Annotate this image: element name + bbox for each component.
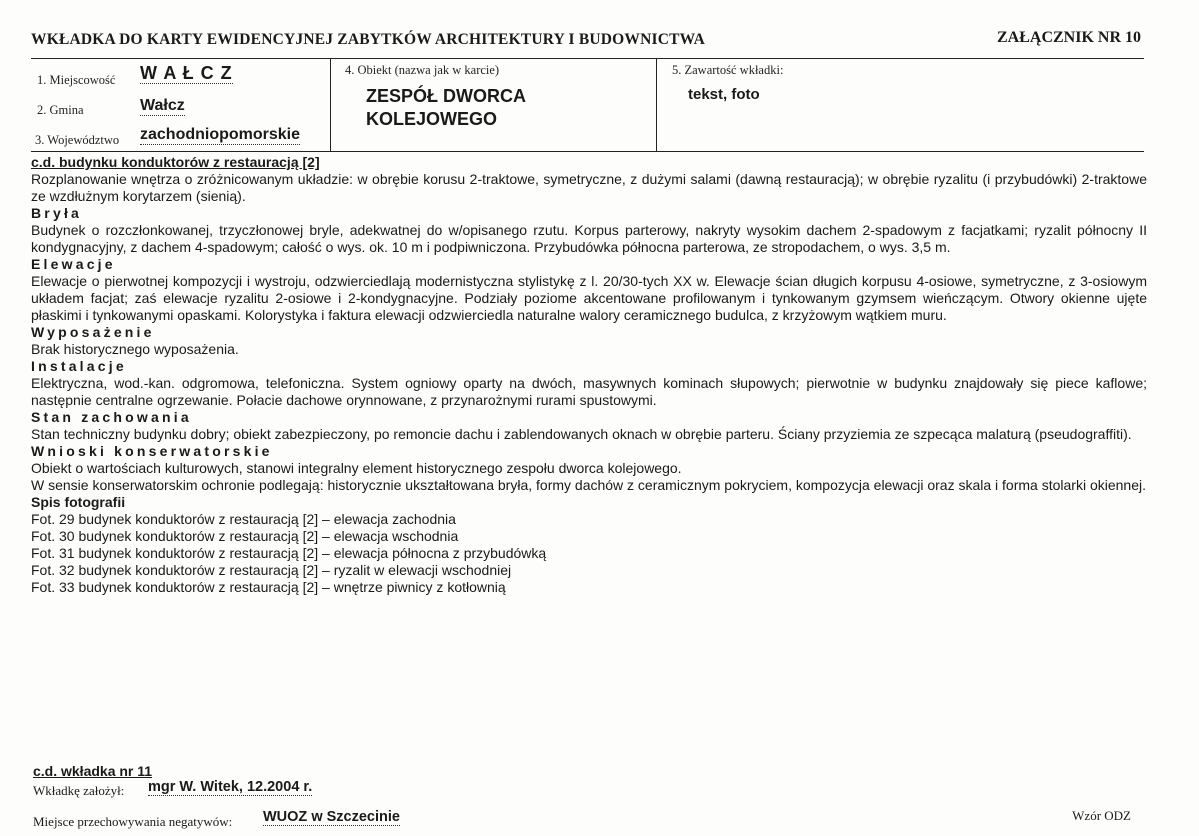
contents-value: tekst, foto xyxy=(688,86,760,103)
storage-label: Miejsce przechowywania negatywów: xyxy=(33,814,233,829)
wnioski-heading: Wnioski konserwatorskie xyxy=(31,443,273,459)
photos-heading: Spis fotografii xyxy=(31,494,126,510)
photo-item: Fot. 32 budynek konduktorów z restauracją [2] – ryzalit w elewacji wschodniej xyxy=(31,562,512,578)
author-label: Wkładkę założył: xyxy=(33,783,125,798)
bryla-text: Budynek o rozczłonkowanej, trzyczłonowej bryle, adekwatnej do w/opisanego rzutu. Korpus parterowy, nakryty wysokim dachem 2-spadowym z facjatkami; ryzalit północny II kondygnacyjny, z dachem 4-spadowym; całość o wys. ok. 10 m i podpiwniczona. Przybudówka północna parterowa, ze stropodachem, o wys. 3,5 m. xyxy=(31,222,1147,255)
locality-value: W A Ł C Z xyxy=(140,63,233,83)
stan-text: Stan techniczny budynku dobry; obiekt zabezpieczony, po remoncie dachu i zablendowanych oknach w obrębie parteru. Ściany przyziemia ze szpecąca malaturą (pseudograffiti). xyxy=(31,426,1132,442)
attachment-number: ZAŁĄCZNIK NR 10 xyxy=(996,29,1141,46)
locality-label: 1. Miejscowość xyxy=(37,73,116,87)
continued-on-insert: c.d. wkładka nr 11 xyxy=(33,763,153,779)
wyposazenie-heading: Wyposażenie xyxy=(31,324,155,340)
object-label: 4. Obiekt (nazwa jak w karcie) xyxy=(345,63,500,77)
wnioski-text-1: Obiekt o wartościach kulturowych, stanowi integralny element historycznego zespołu dworca kolejowego. xyxy=(31,460,682,476)
section-title: c.d. budynku konduktorów z restauracją [2] xyxy=(31,154,320,170)
wnioski-text-2: W sensie konserwatorskim ochronie podlegają: historycznie ukształtowana bryła, formy dachów z ceramicznym pokryciem, kompozycja elewacji oraz skala i forma stolarki okiennej. xyxy=(31,477,1146,493)
photo-item: Fot. 30 budynek konduktorów z restauracją [2] – elewacja wschodnia xyxy=(31,528,459,544)
object-name xyxy=(366,85,526,131)
commune-value: Wałcz xyxy=(140,97,185,114)
column-divider-2 xyxy=(656,58,657,152)
contents-label: 5. Zawartość wkładki: xyxy=(672,63,784,77)
wyposazenie-text: Brak historycznego wyposażenia. xyxy=(31,341,239,357)
header-bottom-rule xyxy=(31,151,1144,152)
elewacje-heading: Elewacje xyxy=(31,256,116,272)
template-code: Wzór ODZ xyxy=(1072,808,1131,823)
instalacje-text: Elektryczna, wod.-kan. odgromowa, telefoniczna. System ogniowy oparty na dwóch, masywnych kominach słupowych; pierwotnie w budynku znajdowały się piece kaflowe; następnie centralne ogrzewanie. Połacie dachowe orynnowane, z przynarożnymi rurami spustowymi. xyxy=(31,375,1147,408)
bryla-heading: Bryła xyxy=(31,205,83,221)
voivodeship-label: 3. Województwo xyxy=(35,133,120,147)
author-value: mgr W. Witek, 12.2004 r. xyxy=(148,779,313,795)
photo-item: Fot. 29 budynek konduktorów z restauracją [2] – elewacja zachodnia xyxy=(31,511,456,527)
photo-item: Fot. 33 budynek konduktorów z restauracją [2] – wnętrze piwnicy z kotłownią xyxy=(31,579,506,595)
stan-heading: Stan zachowania xyxy=(31,409,192,425)
instalacje-heading: Instalacje xyxy=(31,358,127,374)
storage-value: WUOZ w Szczecinie xyxy=(263,809,400,825)
photo-item: Fot. 31 budynek konduktorów z restauracją [2] – elewacja północna z przybudówką xyxy=(31,545,547,561)
voivodeship-value: zachodniopomorskie xyxy=(140,126,301,143)
header-top-rule xyxy=(31,58,1144,59)
document-title: WKŁADKA DO KARTY EWIDENCYJNEJ ZABYTKÓW ARCHITEKTURY I BUDOWNICTWA xyxy=(31,31,706,48)
elewacje-text: Elewacje o pierwotnej kompozycji i wystroju, odzwierciedlają modernistyczna stylistykę z l. 20/30-tych XX w. Elewacje ścian długich korpusu 4-osiowe, symetryczne, z 3-osiowym układem facjat; zaś elewacje ryzalitu 2-osiowe i 2-kondygnacyjne. Podziały poziome akcentowane profilowanym i tynkowanym gzymsem wieńczącym. Otwory okienne ujęte płaskimi i tynkowanymi opaskami. Kolorystyka i faktura elewacji odzwierciedla naturalne walory ceramicznego budulca, z krzyżowym wątkiem muru. xyxy=(31,273,1147,323)
object-name-line-2: KOLEJOWEGO xyxy=(366,109,498,129)
column-divider-1 xyxy=(330,58,331,152)
object-name-line-1: ZESPÓŁ DWORCA xyxy=(366,86,526,106)
commune-label: 2. Gmina xyxy=(37,103,84,117)
description-body xyxy=(31,154,1147,596)
intro-text: Rozplanowanie wnętrza o zróżnicowanym układzie: w obrębie korusu 2-traktowe, symetryczne, z dużymi salami (dawną restauracją); w obrębie ryzalitu (i przybudówki) 2-traktowe ze wzdłużnym korytarzem (sienią). xyxy=(31,171,1147,204)
